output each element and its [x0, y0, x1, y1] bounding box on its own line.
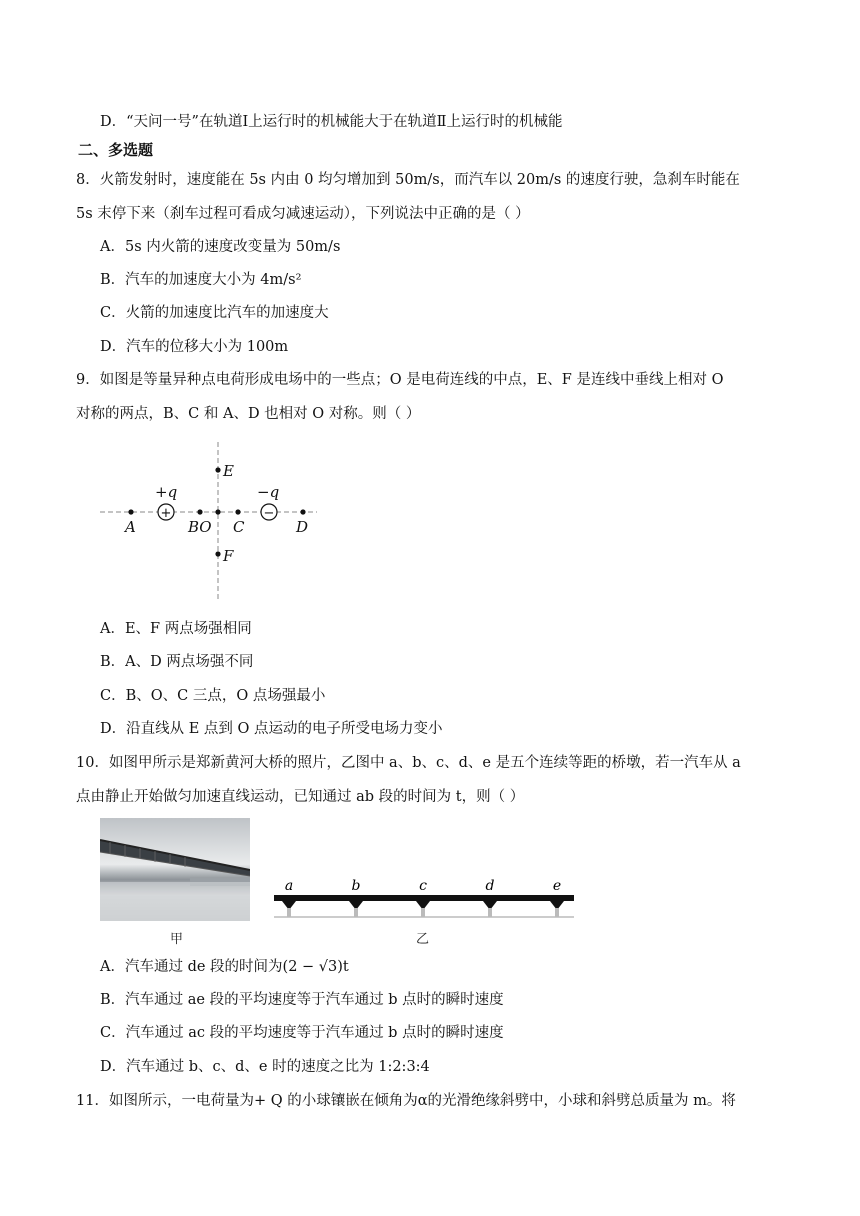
q9-field-diagram — [95, 440, 325, 602]
caption-diagram: 乙 — [416, 932, 430, 947]
q9-option-d: D．沿直线从 E 点到 O 点运动的电子所受电场力变小 — [100, 721, 443, 737]
point-o — [215, 509, 220, 514]
label-a: A — [125, 518, 136, 536]
label-d: D — [296, 518, 309, 536]
point-f — [215, 551, 220, 556]
q9-option-b: B．A、D 两点场强不同 — [100, 654, 254, 670]
label-c: C — [233, 518, 245, 536]
caption-photo: 甲 — [170, 932, 184, 947]
q8-stem-line2: 5s 末停下来（刹车过程可看成匀减速运动），下列说法中正确的是（ ） — [76, 206, 530, 222]
q8-option-a: A．5s 内火箭的速度改变量为 50m/s — [100, 239, 341, 255]
point-b — [197, 509, 202, 514]
q8-stem-line1: 8．火箭发射时，速度能在 5s 内由 0 均匀增加到 50m/s，而汽车以 20m/s 的速度行驶，急刹车时能在 — [76, 172, 740, 188]
pier-label-c: c — [419, 878, 427, 894]
pier-label-b: b — [351, 878, 361, 894]
q9-stem-line1: 9．如图是等量异种点电荷形成电场中的一些点；O 是电荷连线的中点，E、F 是连线中垂线上相对 O — [76, 372, 724, 388]
q10-option-c: C．汽车通过 ac 段的平均速度等于汽车通过 b 点时的瞬时速度 — [100, 1025, 504, 1041]
negative-charge — [261, 504, 277, 521]
pier-label-e: e — [552, 878, 562, 894]
q9-stem-line2: 对称的两点，B、C 和 A、D 也相对 O 对称。则（ ） — [76, 406, 421, 422]
bridge-pier-diagram — [270, 850, 580, 926]
q8-option-b: B．汽车的加速度大小为 4m/s² — [100, 272, 302, 288]
q10-stem-line2: 点由静止开始做匀加速直线运动，已知通过 ab 段的时间为 t，则（ ） — [76, 789, 525, 805]
q8-option-c: C．火箭的加速度比汽车的加速度大 — [100, 305, 329, 321]
label-e: E — [223, 462, 234, 480]
pier-label-d: d — [485, 878, 495, 894]
point-a — [128, 509, 133, 514]
q8-option-d: D．汽车的位移大小为 100m — [100, 339, 289, 355]
q10-stem-line1: 10．如图甲所示是郑新黄河大桥的照片，乙图中 a、b、c、d、e 是五个连续等距的桥墩，若一汽车从 a — [76, 755, 741, 771]
svg-text:+: + — [160, 506, 172, 521]
point-e — [215, 467, 220, 472]
q9-option-c: C．B、O、C 三点，O 点场强最小 — [100, 688, 326, 704]
q9-option-a: A．E、F 两点场强相同 — [100, 621, 252, 637]
q7-option-d: D．“天问一号”在轨道Ⅰ上运行时的机械能大于在轨道Ⅱ上运行时的机械能 — [100, 114, 563, 130]
pier-label-a: a — [284, 878, 294, 894]
q10-option-a: A．汽车通过 de 段的时间为(2 − √3)t — [100, 959, 349, 975]
section-heading-multi-choice: 二、多选题 — [78, 141, 154, 159]
q11-stem-line1: 11．如图所示，一电荷量为+ Q 的小球镶嵌在倾角为α的光滑绝缘斜劈中，小球和斜劈总质量为 m。将 — [76, 1093, 736, 1109]
label-f: F — [223, 547, 234, 565]
point-d — [300, 509, 305, 514]
bridge-photo — [100, 818, 250, 921]
q10-option-b: B．汽车通过 ae 段的平均速度等于汽车通过 b 点时的瞬时速度 — [100, 992, 504, 1008]
label-bo: BO — [188, 518, 212, 536]
label-plus-q: +q — [155, 483, 178, 501]
label-minus-q: −q — [257, 483, 280, 501]
q10-option-d: D．汽车通过 b、c、d、e 时的速度之比为 1:2:3:4 — [100, 1059, 430, 1075]
point-c — [235, 509, 240, 514]
svg-text:−: − — [263, 506, 275, 521]
positive-charge — [158, 504, 174, 521]
